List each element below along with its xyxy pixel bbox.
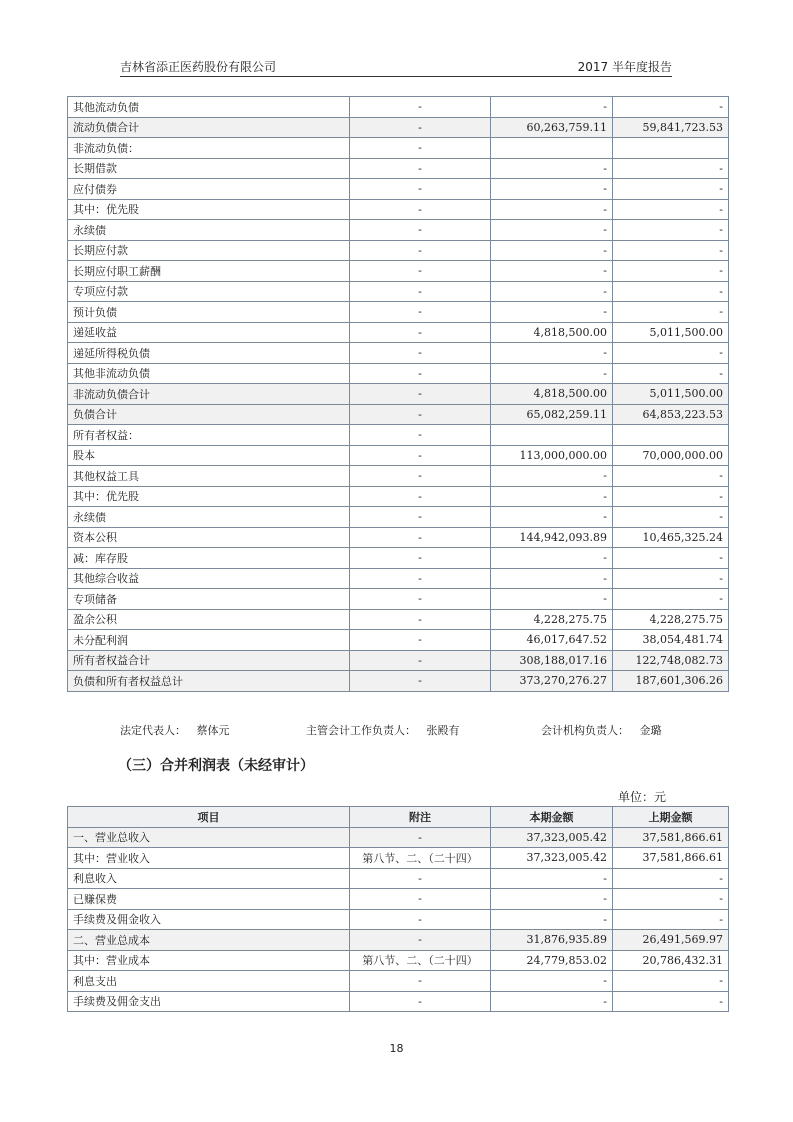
row-current-amount: 4,818,500.00 [491, 322, 613, 343]
income-statement-table [67, 806, 729, 1012]
balance-sheet-body [68, 97, 729, 692]
table-row [68, 179, 729, 200]
row-current-amount: - [491, 220, 613, 241]
row-label: 永续债 [68, 220, 350, 241]
table-row [68, 240, 729, 261]
row-note: - [350, 117, 491, 138]
table-row [68, 199, 729, 220]
row-current-amount: - [491, 97, 613, 118]
row-label: 手续费及佣金支出 [68, 991, 350, 1012]
row-label: 永续债 [68, 507, 350, 528]
row-prior-amount: 70,000,000.00 [613, 445, 729, 466]
table-row [68, 971, 729, 992]
row-prior-amount: 20,786,432.31 [613, 950, 729, 971]
row-prior-amount: - [613, 909, 729, 930]
table-row [68, 404, 729, 425]
row-note: - [350, 630, 491, 651]
row-prior-amount [613, 138, 729, 159]
row-note: - [350, 261, 491, 282]
row-note: - [350, 343, 491, 364]
table-row [68, 384, 729, 405]
row-label: 其他综合收益 [68, 568, 350, 589]
row-note: - [350, 322, 491, 343]
row-label: 已赚保费 [68, 889, 350, 910]
row-current-amount: 144,942,093.89 [491, 527, 613, 548]
row-current-amount: - [491, 466, 613, 487]
accounting-head: 主管会计工作负责人： 张殿有 [306, 724, 460, 737]
row-label: 利息支出 [68, 971, 350, 992]
row-label: 递延所得税负债 [68, 343, 350, 364]
row-note: - [350, 889, 491, 910]
row-current-amount: - [491, 158, 613, 179]
row-label: 减：库存股 [68, 548, 350, 569]
table-row [68, 466, 729, 487]
row-note: 第八节、二、（二十四） [350, 848, 491, 869]
row-label: 二、营业总成本 [68, 930, 350, 951]
row-note: - [350, 827, 491, 848]
table-row [68, 158, 729, 179]
row-note: - [350, 179, 491, 200]
row-prior-amount: 59,841,723.53 [613, 117, 729, 138]
row-note: - [350, 404, 491, 425]
row-current-amount: 373,270,276.27 [491, 671, 613, 692]
row-note: - [350, 671, 491, 692]
row-current-amount: - [491, 281, 613, 302]
table-row [68, 568, 729, 589]
company-name: 吉林省添正医药股份有限公司 [120, 60, 277, 74]
row-label: 其他流动负债 [68, 97, 350, 118]
table-row [68, 138, 729, 159]
row-current-amount: 4,228,275.75 [491, 609, 613, 630]
table-row [68, 827, 729, 848]
header-note: 附注 [350, 807, 491, 828]
table-header-row [68, 807, 729, 828]
table-row [68, 97, 729, 118]
report-title: 2017 半年度报告 [577, 60, 672, 74]
row-note: - [350, 868, 491, 889]
row-label: 股本 [68, 445, 350, 466]
row-current-amount: 46,017,647.52 [491, 630, 613, 651]
row-current-amount: - [491, 240, 613, 261]
table-row [68, 848, 729, 869]
row-prior-amount: 64,853,223.53 [613, 404, 729, 425]
row-note: - [350, 930, 491, 951]
table-row [68, 322, 729, 343]
table-row [68, 548, 729, 569]
row-current-amount: 308,188,017.16 [491, 650, 613, 671]
header-prior: 上期金额 [613, 807, 729, 828]
row-prior-amount: 5,011,500.00 [613, 322, 729, 343]
row-current-amount: 60,263,759.11 [491, 117, 613, 138]
row-current-amount: 37,323,005.42 [491, 848, 613, 869]
row-prior-amount: 37,581,866.61 [613, 848, 729, 869]
row-note: 第八节、二、（二十四） [350, 950, 491, 971]
row-prior-amount: - [613, 97, 729, 118]
row-label: 非流动负债： [68, 138, 350, 159]
row-note: - [350, 425, 491, 446]
row-label: 手续费及佣金收入 [68, 909, 350, 930]
table-row [68, 261, 729, 282]
row-current-amount: 113,000,000.00 [491, 445, 613, 466]
page-number: 18 [389, 1042, 404, 1055]
row-prior-amount: 5,011,500.00 [613, 384, 729, 405]
row-current-amount: - [491, 486, 613, 507]
accounting-org-head: 会计机构负责人： 金璐 [541, 724, 662, 737]
row-label: 资本公积 [68, 527, 350, 548]
table-row [68, 445, 729, 466]
row-note: - [350, 991, 491, 1012]
row-label: 长期借款 [68, 158, 350, 179]
row-label: 负债和所有者权益总计 [68, 671, 350, 692]
row-prior-amount: - [613, 868, 729, 889]
row-note: - [350, 507, 491, 528]
row-prior-amount: - [613, 363, 729, 384]
row-current-amount: 4,818,500.00 [491, 384, 613, 405]
row-label: 预计负债 [68, 302, 350, 323]
row-prior-amount: - [613, 220, 729, 241]
row-label: 流动负债合计 [68, 117, 350, 138]
table-row [68, 630, 729, 651]
row-note: - [350, 466, 491, 487]
row-label: 负债合计 [68, 404, 350, 425]
row-note: - [350, 199, 491, 220]
row-current-amount: - [491, 302, 613, 323]
row-note: - [350, 609, 491, 630]
row-prior-amount: - [613, 302, 729, 323]
row-label: 所有者权益合计 [68, 650, 350, 671]
table-row [68, 671, 729, 692]
row-prior-amount: - [613, 991, 729, 1012]
row-prior-amount: - [613, 199, 729, 220]
row-current-amount: - [491, 991, 613, 1012]
unit-label: 单位：元 [618, 790, 667, 804]
row-prior-amount: 187,601,306.26 [613, 671, 729, 692]
row-note: - [350, 589, 491, 610]
row-label: 应付债券 [68, 179, 350, 200]
row-label: 其中：营业收入 [68, 848, 350, 869]
row-prior-amount: - [613, 281, 729, 302]
row-note: - [350, 548, 491, 569]
row-label: 其中：优先股 [68, 486, 350, 507]
row-current-amount: - [491, 971, 613, 992]
table-row [68, 950, 729, 971]
row-current-amount: - [491, 179, 613, 200]
row-note: - [350, 486, 491, 507]
table-row [68, 281, 729, 302]
row-label: 其他非流动负债 [68, 363, 350, 384]
row-prior-amount: - [613, 240, 729, 261]
table-row [68, 486, 729, 507]
row-label: 一、营业总收入 [68, 827, 350, 848]
row-current-amount [491, 138, 613, 159]
row-prior-amount: - [613, 179, 729, 200]
row-current-amount: - [491, 568, 613, 589]
row-note: - [350, 568, 491, 589]
row-prior-amount: 26,491,569.97 [613, 930, 729, 951]
row-label: 非流动负债合计 [68, 384, 350, 405]
row-label: 长期应付款 [68, 240, 350, 261]
row-note: - [350, 302, 491, 323]
row-note: - [350, 650, 491, 671]
row-prior-amount: - [613, 971, 729, 992]
table-row [68, 930, 729, 951]
table-row [68, 117, 729, 138]
row-prior-amount: - [613, 889, 729, 910]
table-row [68, 343, 729, 364]
row-note: - [350, 363, 491, 384]
table-row [68, 220, 729, 241]
row-current-amount: - [491, 343, 613, 364]
row-current-amount: - [491, 199, 613, 220]
row-current-amount: - [491, 548, 613, 569]
row-current-amount [491, 425, 613, 446]
balance-sheet-table [67, 96, 729, 692]
table-row [68, 527, 729, 548]
row-label: 其他权益工具 [68, 466, 350, 487]
row-current-amount: - [491, 589, 613, 610]
row-prior-amount: 10,465,325.24 [613, 527, 729, 548]
table-row [68, 991, 729, 1012]
row-prior-amount: - [613, 343, 729, 364]
row-current-amount: 65,082,259.11 [491, 404, 613, 425]
row-current-amount: - [491, 868, 613, 889]
row-prior-amount [613, 425, 729, 446]
legal-representative: 法定代表人： 蔡体元 [120, 724, 230, 737]
row-note: - [350, 138, 491, 159]
row-current-amount: 31,876,935.89 [491, 930, 613, 951]
row-label: 所有者权益： [68, 425, 350, 446]
row-note: - [350, 220, 491, 241]
table-row [68, 609, 729, 630]
row-note: - [350, 971, 491, 992]
row-current-amount: - [491, 889, 613, 910]
row-prior-amount: - [613, 568, 729, 589]
table-row [68, 589, 729, 610]
income-statement-body [68, 827, 729, 1012]
row-prior-amount: 37,581,866.61 [613, 827, 729, 848]
table-row [68, 302, 729, 323]
row-label: 利息收入 [68, 868, 350, 889]
table-row [68, 363, 729, 384]
table-row [68, 507, 729, 528]
row-label: 专项应付款 [68, 281, 350, 302]
row-label: 递延收益 [68, 322, 350, 343]
table-row [68, 650, 729, 671]
row-label: 长期应付职工薪酬 [68, 261, 350, 282]
row-label: 其中：营业成本 [68, 950, 350, 971]
row-current-amount: - [491, 507, 613, 528]
row-current-amount: 37,323,005.42 [491, 827, 613, 848]
row-note: - [350, 281, 491, 302]
header-current: 本期金额 [491, 807, 613, 828]
row-prior-amount: - [613, 466, 729, 487]
row-note: - [350, 240, 491, 261]
row-current-amount: 24,779,853.02 [491, 950, 613, 971]
row-label: 盈余公积 [68, 609, 350, 630]
row-current-amount: - [491, 261, 613, 282]
row-label: 未分配利润 [68, 630, 350, 651]
table-row [68, 889, 729, 910]
table-row [68, 909, 729, 930]
header-item: 项目 [68, 807, 350, 828]
row-note: - [350, 909, 491, 930]
row-note: - [350, 445, 491, 466]
row-current-amount: - [491, 363, 613, 384]
section-title: （三）合并利润表（未经审计） [118, 758, 314, 774]
row-label: 其中：优先股 [68, 199, 350, 220]
row-note: - [350, 384, 491, 405]
row-prior-amount: - [613, 486, 729, 507]
row-prior-amount: 38,054,481.74 [613, 630, 729, 651]
row-note: - [350, 97, 491, 118]
row-prior-amount: - [613, 158, 729, 179]
page-header [120, 56, 672, 77]
row-prior-amount: 122,748,082.73 [613, 650, 729, 671]
row-prior-amount: - [613, 589, 729, 610]
row-current-amount: - [491, 909, 613, 930]
row-note: - [350, 158, 491, 179]
table-row [68, 425, 729, 446]
table-row [68, 868, 729, 889]
row-prior-amount: - [613, 548, 729, 569]
row-label: 专项储备 [68, 589, 350, 610]
row-prior-amount: - [613, 261, 729, 282]
row-note: - [350, 527, 491, 548]
row-prior-amount: 4,228,275.75 [613, 609, 729, 630]
row-prior-amount: - [613, 507, 729, 528]
